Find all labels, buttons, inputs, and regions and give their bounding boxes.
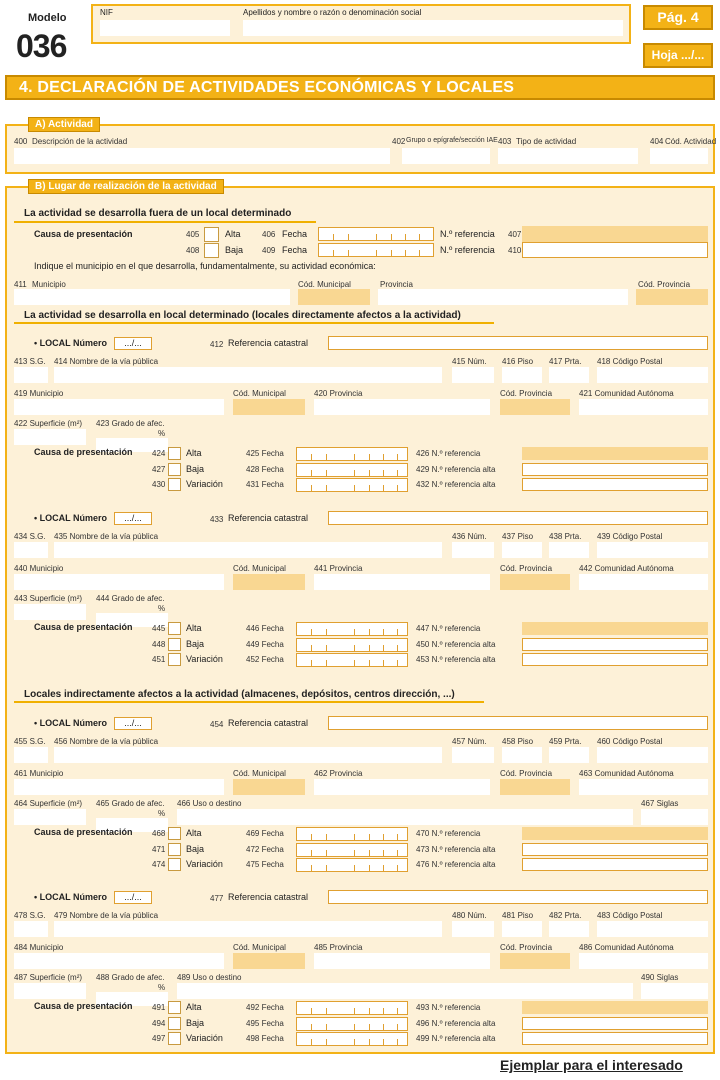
local-3-field-number: 454 xyxy=(210,720,224,729)
local-4-fecha-field-1[interactable] xyxy=(296,1017,408,1031)
local-1-causa-option-2: Variación xyxy=(186,479,223,489)
fuera-indique-text: Indique el municipio en el que desarrolla, fundamentalmente, su actividad económica: xyxy=(34,261,376,271)
grupo-epigrafe-field[interactable] xyxy=(402,148,490,164)
local-1-fecha-label-2: 431 Fecha xyxy=(246,480,284,489)
nif-field[interactable] xyxy=(100,20,230,36)
local-2-num-label: 436 Núm. xyxy=(452,532,487,541)
local-3-causa-label: Causa de presentación xyxy=(34,827,133,837)
local-3-sg-field[interactable] xyxy=(14,747,48,763)
local-2-ccaa-field[interactable] xyxy=(579,574,708,590)
local-1-nref-label-1: 429 N.º referencia alta xyxy=(416,464,496,474)
local-3-uso-label: 466 Uso o destino xyxy=(177,799,242,808)
local-3-num-label: 457 Núm. xyxy=(452,737,487,746)
section-title-text: 4. DECLARACIÓN DE ACTIVIDADES ECONÓMICAS Y LOCALES xyxy=(19,79,515,96)
local-3-num-field[interactable] xyxy=(452,747,494,763)
apellidos-label: Apellidos y nombre o razón o denominación social xyxy=(243,8,422,17)
local-3-piso-field[interactable] xyxy=(502,747,542,763)
local-1-via-field[interactable] xyxy=(54,367,442,383)
local-2-local-numero-field[interactable]: .../... xyxy=(114,512,152,525)
local-4-causa-checkbox-2[interactable] xyxy=(168,1032,181,1045)
local-2-via-label: 435 Nombre de la vía pública xyxy=(54,532,159,541)
directos-title-underline xyxy=(14,322,494,324)
local-3-cod-municipal-field[interactable] xyxy=(233,779,305,795)
local-1-cp-field[interactable] xyxy=(597,367,708,383)
field-number-405: 405 xyxy=(186,230,200,239)
local-3-cp-label: 460 Código Postal xyxy=(597,737,663,746)
local-4-provincia-field[interactable] xyxy=(314,953,490,969)
field-number-407: 407 xyxy=(508,230,522,239)
local-1-piso-label: 416 Piso xyxy=(502,357,534,366)
fuera-fecha-label: Fecha xyxy=(282,229,308,239)
local-1-prta-label: 417 Prta. xyxy=(549,357,582,366)
local-4-via-field[interactable] xyxy=(54,921,442,937)
local-4-num-label: 480 Núm. xyxy=(452,911,487,920)
local-1-causa-option-1: Baja xyxy=(186,463,205,474)
local-4-causa-checkbox-1[interactable] xyxy=(168,1017,181,1030)
local-3-siglas-label: 467 Siglas xyxy=(641,799,679,808)
field-number-408: 408 xyxy=(186,246,200,255)
footer-text: Ejemplar para el interesado xyxy=(500,1057,683,1073)
fuera-provincia-field[interactable] xyxy=(378,289,628,305)
descripcion-actividad-label: Descripción de la actividad xyxy=(32,137,128,146)
local-4-cp-label: 483 Código Postal xyxy=(597,911,663,920)
local-4-cod-municipal-label: Cód. Municipal xyxy=(233,943,286,952)
local-3-causa-checkbox-1[interactable] xyxy=(168,843,181,856)
local-1-grado-label: 423 Grado de afec. xyxy=(96,419,165,428)
local-1-provincia-label: 420 Provincia xyxy=(314,389,363,398)
local-2-causa-checkbox-1[interactable] xyxy=(168,638,181,651)
local-1-causa-label: Causa de presentación xyxy=(34,447,133,457)
tipo-actividad-label: Tipo de actividad xyxy=(516,137,577,146)
local-4-siglas-field[interactable] xyxy=(641,983,708,999)
local-1-cb-num-2: 430 xyxy=(152,480,166,489)
local-4-local-numero-label: • LOCAL Número xyxy=(34,892,107,902)
local-2-causa-label: Causa de presentación xyxy=(34,622,133,632)
local-2-fecha-label-2: 452 Fecha xyxy=(246,655,284,664)
local-3-fecha-label-1: 472 Fecha xyxy=(246,844,284,854)
section-title xyxy=(5,75,715,100)
local-4-causa-checkbox-0[interactable] xyxy=(168,1001,181,1014)
local-3-cod-provincia-field[interactable] xyxy=(500,779,570,795)
local-4-sg-label: 478 S.G. xyxy=(14,911,46,920)
local-4-via-label: 479 Nombre de la vía pública xyxy=(54,911,159,920)
field-number-400: 400 xyxy=(14,137,28,146)
cod-actividad-field[interactable] xyxy=(650,148,708,164)
local-1-fecha-label-1: 428 Fecha xyxy=(246,464,284,474)
local-1-causa-checkbox-2[interactable] xyxy=(168,478,181,491)
local-3-nref-field-2[interactable] xyxy=(522,858,708,871)
local-1-sg-label: 413 S.G. xyxy=(14,357,46,366)
local-3-nref-field-0[interactable] xyxy=(522,827,708,840)
local-3-cb-num-1: 471 xyxy=(152,844,166,854)
fuera-baja-fecha-field[interactable] xyxy=(318,243,434,257)
field-number-406: 406 xyxy=(262,230,276,239)
local-2-prta-field[interactable] xyxy=(549,542,589,558)
local-4-superficie-label: 487 Superficie (m²) xyxy=(14,973,83,982)
local-1-fecha-field-1[interactable] xyxy=(296,463,408,477)
local-2-provincia-label: 441 Provincia xyxy=(314,564,363,573)
local-4-nref-label-2: 499 N.º referencia alta xyxy=(416,1034,496,1043)
tipo-actividad-field[interactable] xyxy=(498,148,638,164)
local-3-piso-label: 458 Piso xyxy=(502,737,534,746)
local-1-ref-catastral-field[interactable] xyxy=(328,336,708,350)
local-4-nref-field-1[interactable] xyxy=(522,1017,708,1030)
local-2-nref-field-0[interactable] xyxy=(522,622,708,635)
local-3-fecha-field-2[interactable] xyxy=(296,858,408,872)
local-1-via-label: 414 Nombre de la vía pública xyxy=(54,357,159,366)
local-1-local-numero-label: • LOCAL Número xyxy=(34,338,107,348)
local-4-fecha-label-1: 495 Fecha xyxy=(246,1018,284,1028)
local-3-local-numero-label: • LOCAL Número xyxy=(34,718,107,728)
fuera-nref-407-field[interactable] xyxy=(522,226,708,242)
local-2-cod-provincia-label: Cód. Provincia xyxy=(500,564,553,573)
local-3-via-field[interactable] xyxy=(54,747,442,763)
local-2-fecha-field-2[interactable] xyxy=(296,653,408,667)
local-3-ref-catastral-label: Referencia catastral xyxy=(228,718,309,728)
local-4-cod-provincia-label: Cód. Provincia xyxy=(500,943,553,952)
local-3-fecha-label-2: 475 Fecha xyxy=(246,860,284,869)
local-3-prta-field[interactable] xyxy=(549,747,589,763)
local-4-fecha-label-0: 492 Fecha xyxy=(246,1003,284,1012)
local-3-fecha-field-0[interactable] xyxy=(296,827,408,841)
fuera-municipio-label: Municipio xyxy=(32,280,66,289)
local-3-causa-option-2: Variación xyxy=(186,859,223,869)
indirectos-title: Locales indirectamente afectos a la actividad (almacenes, depósitos, centros dirección, ...) xyxy=(24,689,455,700)
local-2-superficie-label: 443 Superficie (m²) xyxy=(14,594,83,603)
fuera-cod-municipal-label: Cód. Municipal xyxy=(298,280,351,289)
local-1-municipio-field[interactable] xyxy=(14,399,224,415)
local-2-grado-label: 444 Grado de afec. xyxy=(96,594,165,603)
fuera-alta-label: Alta xyxy=(225,229,241,239)
local-3-cod-municipal-label: Cód. Municipal xyxy=(233,769,286,778)
local-3-municipio-field[interactable] xyxy=(14,779,224,795)
fuera-cod-provincia-field[interactable] xyxy=(636,289,708,305)
local-4-ccaa-label: 486 Comunidad Autónoma xyxy=(579,943,674,952)
local-4-superficie-field[interactable] xyxy=(14,983,86,999)
local-3-nref-label-1: 473 N.º referencia alta xyxy=(416,844,496,854)
local-2-cb-num-2: 451 xyxy=(152,655,166,664)
local-4-nref-field-2[interactable] xyxy=(522,1032,708,1045)
local-1-ccaa-label: 421 Comunidad Autónoma xyxy=(579,389,674,398)
local-1-local-numero-field[interactable]: .../... xyxy=(114,337,152,350)
local-1-piso-field[interactable] xyxy=(502,367,542,383)
local-4-cod-provincia-field[interactable] xyxy=(500,953,570,969)
local-2-nref-label-0: 447 N.º referencia xyxy=(416,624,481,633)
local-4-nref-label-1: 496 N.º referencia alta xyxy=(416,1018,496,1028)
local-2-pct-label: % xyxy=(158,604,166,613)
fuera-nref-label-2: N.º referencia xyxy=(440,245,495,255)
nif-label: NIF xyxy=(100,8,113,17)
local-3-superficie-field[interactable] xyxy=(14,809,86,825)
local-3-cod-provincia-label: Cód. Provincia xyxy=(500,769,553,778)
local-1-municipio-label: 419 Municipio xyxy=(14,389,64,398)
local-1-cb-num-1: 427 xyxy=(152,464,166,474)
fuera-baja-checkbox[interactable] xyxy=(204,243,219,258)
local-4-piso-field[interactable] xyxy=(502,921,542,937)
local-1-prta-field[interactable] xyxy=(549,367,589,383)
local-3-siglas-field[interactable] xyxy=(641,809,708,825)
local-1-nref-label-2: 432 N.º referencia alta xyxy=(416,480,496,489)
fuera-baja-label: Baja xyxy=(225,245,244,255)
fuera-provincia-label: Provincia xyxy=(380,280,413,289)
local-4-num-field[interactable] xyxy=(452,921,494,937)
local-4-cod-municipal-field[interactable] xyxy=(233,953,305,969)
local-3-ccaa-label: 463 Comunidad Autónoma xyxy=(579,769,674,778)
field-number-410: 410 xyxy=(508,246,522,255)
local-3-nref-label-0: 470 N.º referencia xyxy=(416,829,481,838)
actividad-tag: A) Actividad xyxy=(28,117,100,132)
local-2-fecha-field-1[interactable] xyxy=(296,638,408,652)
local-2-piso-field[interactable] xyxy=(502,542,542,558)
local-3-superficie-label: 464 Superficie (m²) xyxy=(14,799,83,808)
local-1-nref-field-1[interactable] xyxy=(522,463,708,476)
local-1-nref-field-2[interactable] xyxy=(522,478,708,491)
local-3-grado-label: 465 Grado de afec. xyxy=(96,799,165,808)
local-3-provincia-label: 462 Provincia xyxy=(314,769,363,778)
local-2-municipio-label: 440 Municipio xyxy=(14,564,64,573)
local-2-causa-checkbox-0[interactable] xyxy=(168,622,181,635)
local-2-causa-checkbox-2[interactable] xyxy=(168,653,181,666)
local-1-nref-label-0: 426 N.º referencia xyxy=(416,449,481,458)
local-1-provincia-field[interactable] xyxy=(314,399,490,415)
local-3-fecha-label-0: 469 Fecha xyxy=(246,829,284,838)
fuera-cod-municipal-field[interactable] xyxy=(298,289,370,305)
local-1-cb-num-0: 424 xyxy=(152,449,166,458)
local-4-ref-catastral-label: Referencia catastral xyxy=(228,892,309,902)
local-4-fecha-field-0[interactable] xyxy=(296,1001,408,1015)
local-2-cod-municipal-field[interactable] xyxy=(233,574,305,590)
local-4-municipio-label: 484 Municipio xyxy=(14,943,64,952)
local-2-fecha-label-1: 449 Fecha xyxy=(246,639,284,649)
local-1-num-label: 415 Núm. xyxy=(452,357,487,366)
fuera-fecha-label-2: Fecha xyxy=(282,245,308,255)
local-3-provincia-field[interactable] xyxy=(314,779,490,795)
local-2-cod-provincia-field[interactable] xyxy=(500,574,570,590)
local-3-nref-label-2: 476 N.º referencia alta xyxy=(416,860,496,869)
local-4-causa-option-0: Alta xyxy=(186,1002,202,1012)
local-4-cp-field[interactable] xyxy=(597,921,708,937)
local-1-field-number: 412 xyxy=(210,340,224,349)
local-4-provincia-label: 485 Provincia xyxy=(314,943,363,952)
local-4-causa-label: Causa de presentación xyxy=(34,1001,133,1011)
local-3-causa-option-0: Alta xyxy=(186,828,202,838)
cod-actividad-label: Cód. Actividad xyxy=(665,137,717,146)
local-3-causa-checkbox-0[interactable] xyxy=(168,827,181,840)
local-4-causa-option-2: Variación xyxy=(186,1033,223,1043)
local-1-num-field[interactable] xyxy=(452,367,494,383)
local-4-fecha-field-2[interactable] xyxy=(296,1032,408,1046)
local-2-causa-option-2: Variación xyxy=(186,654,223,664)
local-4-prta-label: 482 Prta. xyxy=(549,911,582,920)
local-1-causa-option-0: Alta xyxy=(186,448,202,458)
field-number-411: 411 xyxy=(14,280,27,289)
local-4-sg-field[interactable] xyxy=(14,921,48,937)
local-4-piso-label: 481 Piso xyxy=(502,911,534,920)
local-3-local-numero-field[interactable]: .../... xyxy=(114,717,152,730)
local-2-nref-field-1[interactable] xyxy=(522,638,708,651)
local-3-prta-label: 459 Prta. xyxy=(549,737,582,746)
local-3-nref-field-1[interactable] xyxy=(522,843,708,856)
local-1-cod-municipal-label: Cód. Municipal xyxy=(233,389,286,398)
local-1-superficie-label: 422 Superficie (m²) xyxy=(14,419,83,428)
apellidos-field[interactable] xyxy=(243,20,623,36)
directos-title: La actividad se desarrolla en local determinado (locales directamente afectos a la actividad) xyxy=(24,310,461,321)
fuera-alta-fecha-field[interactable] xyxy=(318,227,434,241)
local-3-cp-field[interactable] xyxy=(597,747,708,763)
local-1-causa-checkbox-0[interactable] xyxy=(168,447,181,460)
local-1-pct-label: % xyxy=(158,429,166,438)
local-2-causa-option-1: Baja xyxy=(186,638,205,649)
local-4-cb-num-0: 491 xyxy=(152,1003,166,1012)
local-1-fecha-field-0[interactable] xyxy=(296,447,408,461)
local-3-cb-num-2: 474 xyxy=(152,860,166,869)
modelo-number: 036 xyxy=(16,28,67,64)
local-2-piso-label: 437 Piso xyxy=(502,532,534,541)
local-4-ccaa-field[interactable] xyxy=(579,953,708,969)
local-4-nref-label-0: 493 N.º referencia xyxy=(416,1003,481,1012)
local-3-causa-option-1: Baja xyxy=(186,843,205,854)
local-4-uso-field[interactable] xyxy=(177,983,633,999)
local-2-cp-field[interactable] xyxy=(597,542,708,558)
local-1-superficie-field[interactable] xyxy=(14,429,86,445)
local-1-cod-municipal-field[interactable] xyxy=(233,399,305,415)
fuera-title-underline xyxy=(14,221,316,223)
local-2-causa-option-0: Alta xyxy=(186,623,202,633)
local-4-cb-num-1: 494 xyxy=(152,1018,166,1028)
pag-badge: Pág. 4 xyxy=(643,5,713,30)
local-2-fecha-label-0: 446 Fecha xyxy=(246,624,284,633)
local-1-fecha-field-2[interactable] xyxy=(296,478,408,492)
local-3-municipio-label: 461 Municipio xyxy=(14,769,64,778)
local-2-ref-catastral-label: Referencia catastral xyxy=(228,513,309,523)
fuera-title: La actividad se desarrolla fuera de un local determinado xyxy=(24,208,292,219)
local-4-ref-catastral-field[interactable] xyxy=(328,890,708,904)
local-3-causa-checkbox-2[interactable] xyxy=(168,858,181,871)
fuera-alta-checkbox[interactable] xyxy=(204,227,219,242)
local-3-sg-label: 455 S.G. xyxy=(14,737,46,746)
hoja-badge: Hoja .../... xyxy=(643,43,713,68)
local-2-nref-field-2[interactable] xyxy=(522,653,708,666)
local-1-fecha-label-0: 425 Fecha xyxy=(246,449,284,458)
local-1-ref-catastral-label: Referencia catastral xyxy=(228,338,309,348)
local-2-fecha-field-0[interactable] xyxy=(296,622,408,636)
local-2-ref-catastral-field[interactable] xyxy=(328,511,708,525)
local-2-cp-label: 439 Código Postal xyxy=(597,532,663,541)
fuera-cod-provincia-label: Cód. Provincia xyxy=(638,280,691,289)
local-2-sg-label: 434 S.G. xyxy=(14,532,46,541)
local-3-ccaa-field[interactable] xyxy=(579,779,708,795)
fuera-nref-410-field[interactable] xyxy=(522,242,708,258)
local-2-field-number: 433 xyxy=(210,515,224,524)
local-3-cb-num-0: 468 xyxy=(152,829,166,838)
field-number-402: 402 xyxy=(392,137,406,146)
field-number-409: 409 xyxy=(262,246,276,255)
local-1-ccaa-field[interactable] xyxy=(579,399,708,415)
local-2-municipio-field[interactable] xyxy=(14,574,224,590)
modelo-label: Modelo xyxy=(28,12,67,24)
local-1-cod-provincia-label: Cód. Provincia xyxy=(500,389,553,398)
local-4-prta-field[interactable] xyxy=(549,921,589,937)
local-2-ccaa-label: 442 Comunidad Autónoma xyxy=(579,564,674,573)
field-number-403: 403 xyxy=(498,137,512,146)
local-3-ref-catastral-field[interactable] xyxy=(328,716,708,730)
descripcion-actividad-field[interactable] xyxy=(14,148,390,164)
local-2-via-field[interactable] xyxy=(54,542,442,558)
local-1-cod-provincia-field[interactable] xyxy=(500,399,570,415)
field-number-404: 404 xyxy=(650,137,664,146)
indirectos-title-underline xyxy=(14,701,484,703)
local-4-causa-option-1: Baja xyxy=(186,1017,205,1028)
local-4-siglas-label: 490 Siglas xyxy=(641,973,679,982)
fuera-causa-label: Causa de presentación xyxy=(34,229,133,239)
local-2-prta-label: 438 Prta. xyxy=(549,532,582,541)
local-2-provincia-field[interactable] xyxy=(314,574,490,590)
local-2-cod-municipal-label: Cód. Municipal xyxy=(233,564,286,573)
local-2-nref-label-2: 453 N.º referencia alta xyxy=(416,655,496,664)
local-1-sg-field[interactable] xyxy=(14,367,48,383)
local-1-cp-label: 418 Código Postal xyxy=(597,357,663,366)
local-4-uso-label: 489 Uso o destino xyxy=(177,973,242,982)
local-4-pct-label: % xyxy=(158,983,166,992)
local-4-nref-field-0[interactable] xyxy=(522,1001,708,1014)
local-3-uso-field[interactable] xyxy=(177,809,633,825)
local-4-fecha-label-2: 498 Fecha xyxy=(246,1034,284,1043)
local-4-cb-num-2: 497 xyxy=(152,1034,166,1043)
local-3-via-label: 456 Nombre de la vía pública xyxy=(54,737,159,746)
local-4-grado-label: 488 Grado de afec. xyxy=(96,973,165,982)
local-4-local-numero-field[interactable]: .../... xyxy=(114,891,152,904)
local-2-nref-label-1: 450 N.º referencia alta xyxy=(416,639,496,649)
fuera-nref-label: N.º referencia xyxy=(440,229,495,239)
fuera-municipio-field[interactable] xyxy=(14,289,290,305)
local-1-causa-checkbox-1[interactable] xyxy=(168,463,181,476)
local-2-local-numero-label: • LOCAL Número xyxy=(34,513,107,523)
local-4-field-number: 477 xyxy=(210,894,224,903)
local-3-fecha-field-1[interactable] xyxy=(296,843,408,857)
local-3-pct-label: % xyxy=(158,809,166,818)
local-1-nref-field-0[interactable] xyxy=(522,447,708,460)
local-2-num-field[interactable] xyxy=(452,542,494,558)
local-2-cb-num-0: 445 xyxy=(152,624,166,633)
grupo-epigrafe-label: Grupo o epígrafe/sección IAE xyxy=(406,137,498,144)
local-2-superficie-field[interactable] xyxy=(14,604,86,620)
local-4-municipio-field[interactable] xyxy=(14,953,224,969)
lugar-tag: B) Lugar de realización de la actividad xyxy=(28,179,224,194)
local-2-sg-field[interactable] xyxy=(14,542,48,558)
local-2-cb-num-1: 448 xyxy=(152,639,166,649)
